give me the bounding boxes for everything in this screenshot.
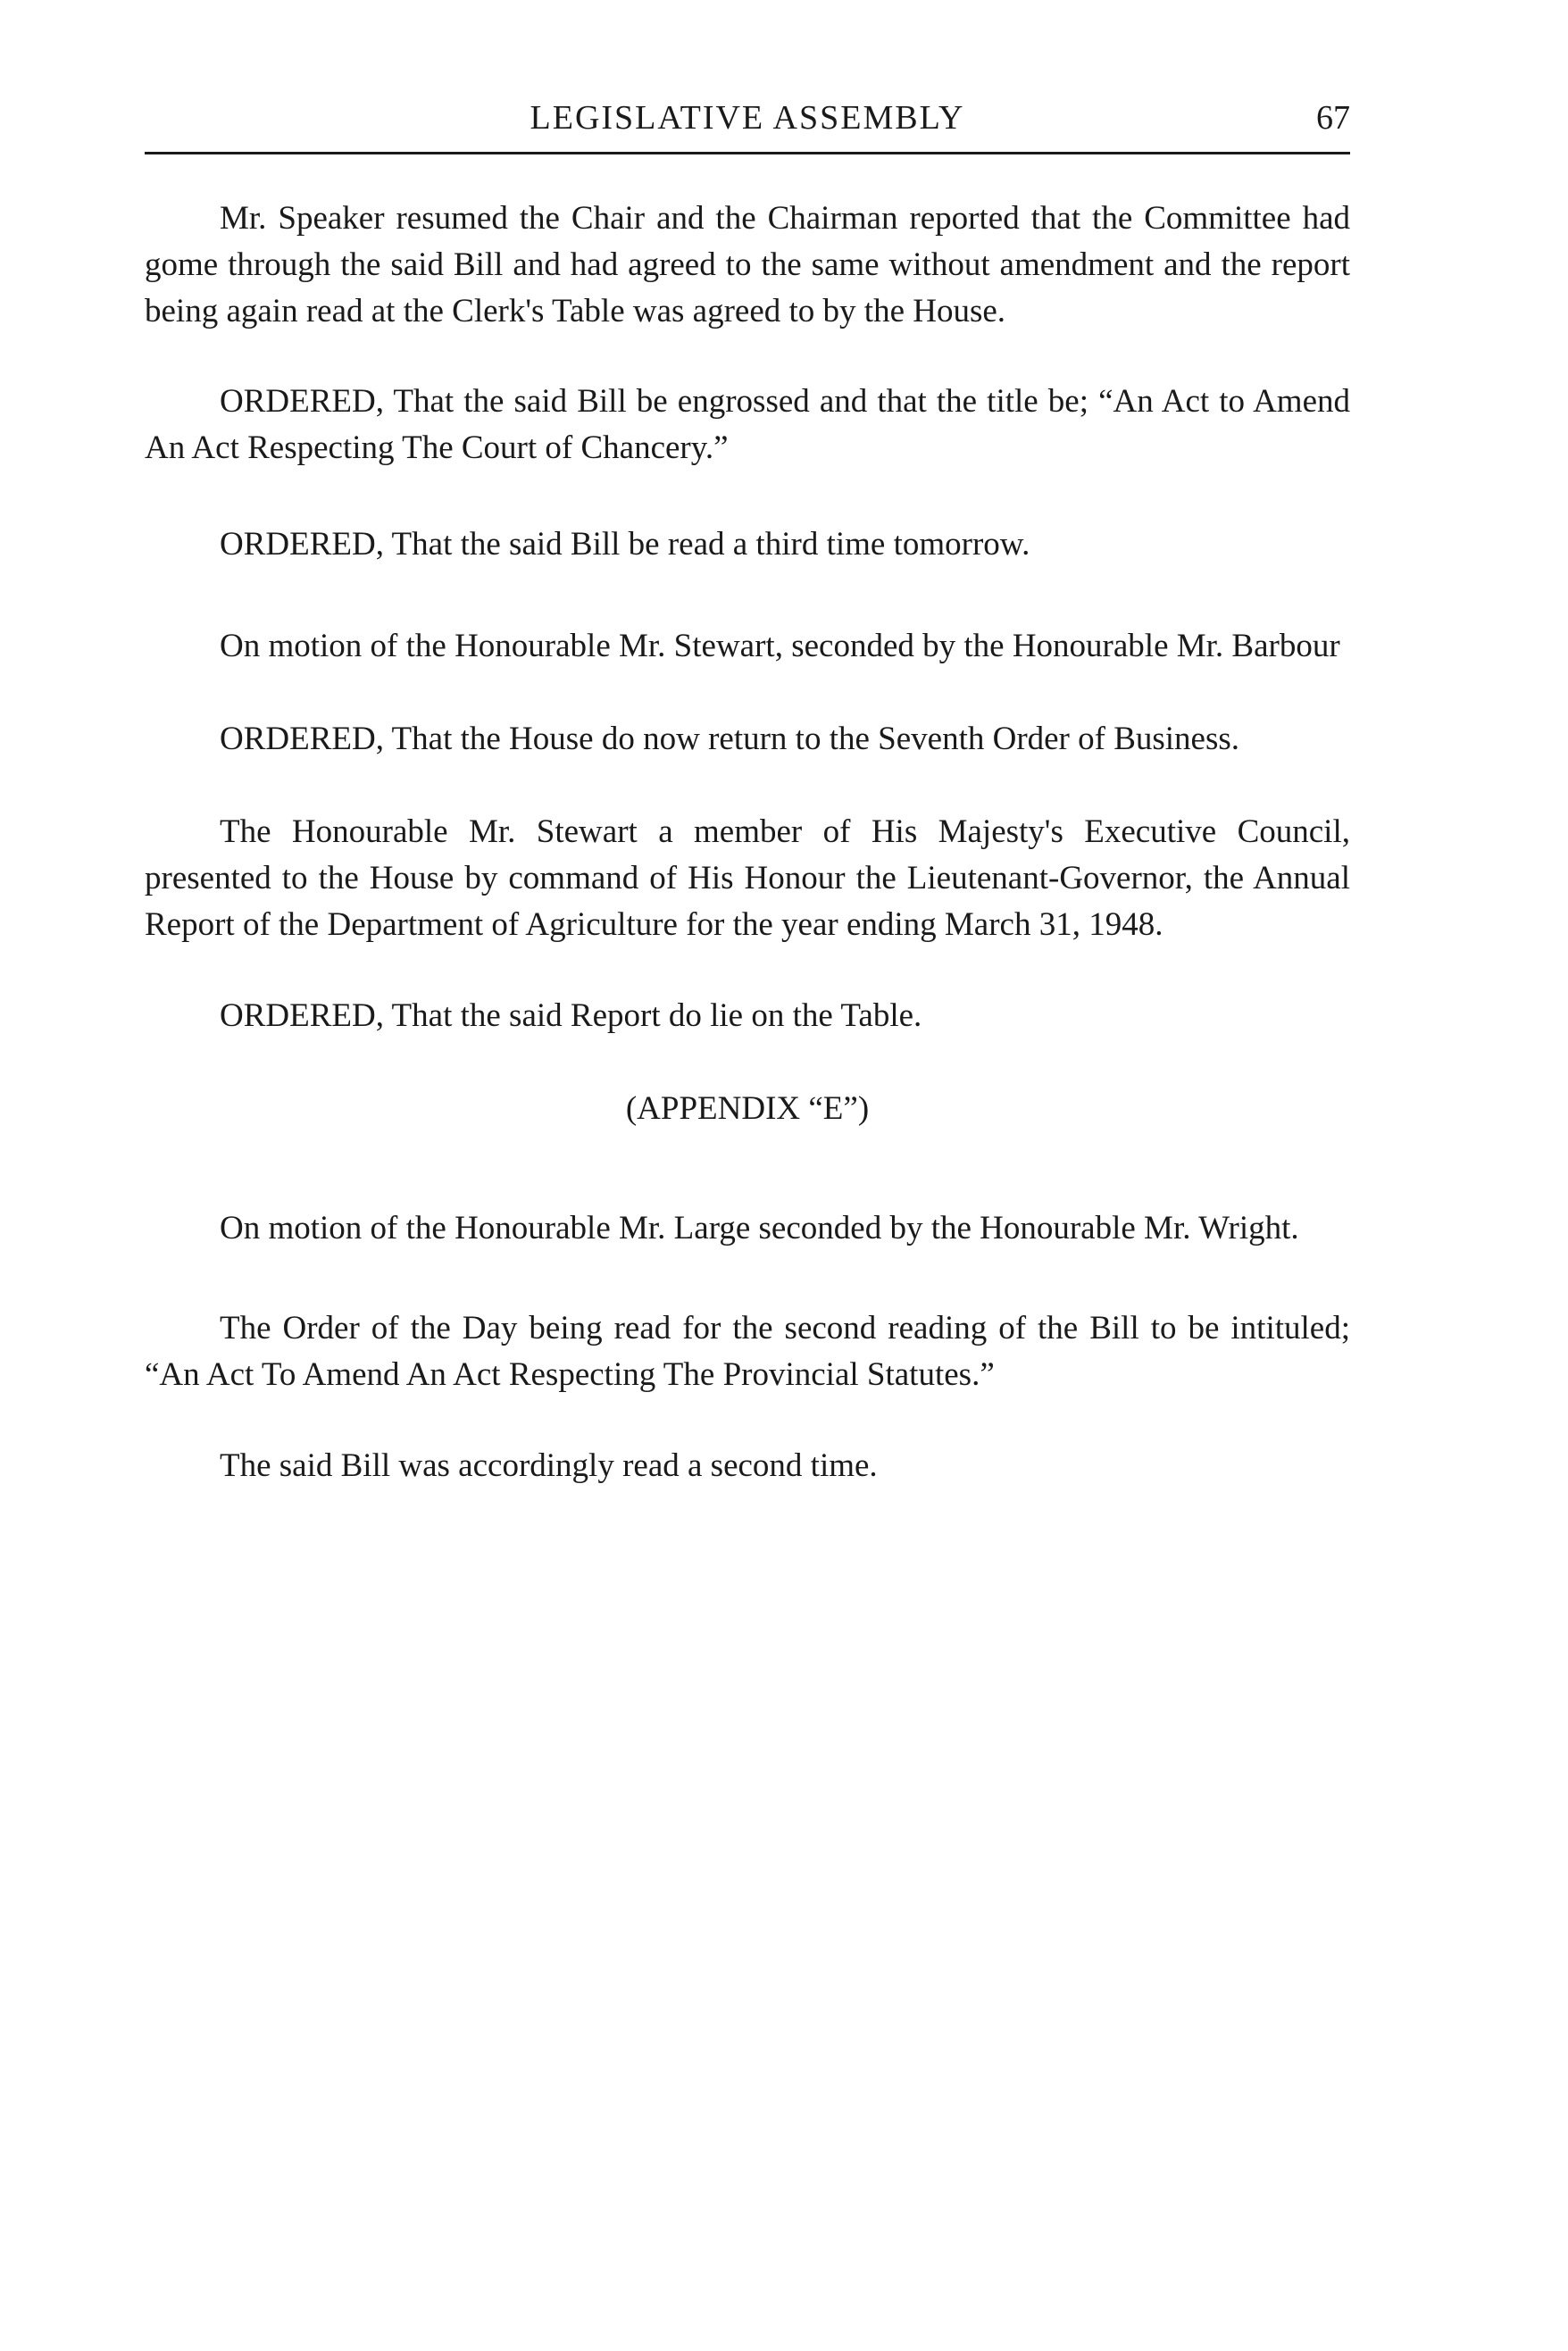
appendix-heading: (APPENDIX “E”)	[625, 1090, 870, 1127]
paragraph-ordered-lie-on-table: ORDERED, That the said Report do lie on the Table.	[220, 997, 922, 1034]
paragraph-second-reading: The said Bill was accordingly read a second time.	[220, 1447, 878, 1484]
paragraph-ordered-engrossed: ORDERED, That the said Bill be engrossed and that the title be; “An Act to Amend An Act Respecting The Court of Chancery.”	[145, 383, 1350, 466]
paragraph-ordered-third-reading: ORDERED, That the said Bill be read a third time tomorrow.	[220, 526, 1030, 563]
paragraph-order-of-the-day: The Order of the Day being read for the second reading of the Bill to be intituled; “An Act To Amend An Act Respecting The Provincial Statutes.”	[145, 1310, 1350, 1393]
running-title: LEGISLATIVE ASSEMBLY	[530, 99, 965, 137]
page-number: 67	[1316, 99, 1350, 137]
paragraph-committee-report: Mr. Speaker resumed the Chair and the Chairman reported that the Committee had gome through the said Bill and had agreed to the same without amendment and the report being again read at the Clerk's Table was agreed to by the House.	[145, 200, 1350, 329]
document-page	[145, 89, 1350, 1489]
running-header	[145, 89, 1350, 154]
paragraph-annual-report: The Honourable Mr. Stewart a member of His Majesty's Executive Council, presented to the House by command of His Honour the Lieutenant-Governor, the Annual Report of the Department of Agriculture for the year ending March 31, 1948.	[145, 813, 1350, 943]
paragraph-ordered-return: ORDERED, That the House do now return to the Seventh Order of Business.	[220, 721, 1240, 757]
paragraph-motion-stewart: On motion of the Honourable Mr. Stewart, seconded by the Honourable Mr. Barbour	[220, 628, 1340, 664]
paragraph-motion-large: On motion of the Honourable Mr. Large seconded by the Honourable Mr. Wright.	[220, 1210, 1299, 1246]
document-body	[145, 196, 1350, 1489]
